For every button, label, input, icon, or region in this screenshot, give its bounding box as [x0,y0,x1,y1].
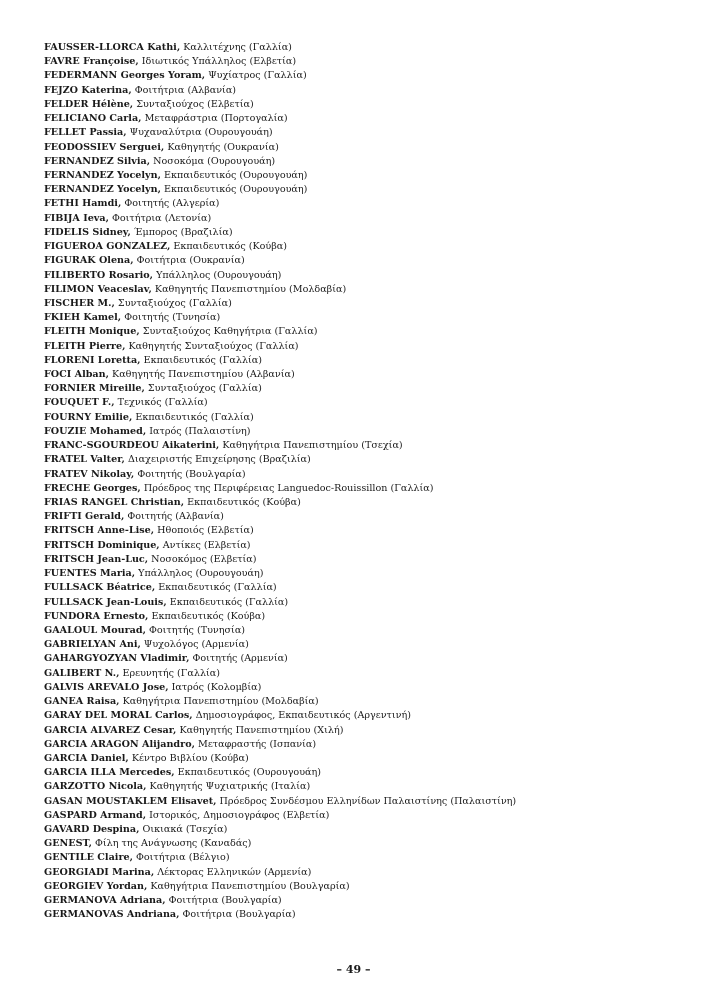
list-item [44,567,684,581]
list-item [44,84,684,98]
entry-name: GARCIA ARAGON Alijandro, [44,738,195,750]
entry-detail: Συνταξιούχος Καθηγήτρια (Γαλλία) [142,326,318,338]
list-item [44,709,684,723]
entry-name: FEODOSSIEV Serguei, [44,141,165,153]
entry-detail: Καθηγητής Ψυχιατρικής (Ιταλία) [149,781,311,793]
list-item [44,851,684,865]
entry-detail: Φοιτήτρια (Βουλγαρία) [182,909,296,921]
list-item [44,667,684,681]
entry-detail: Ψυχαναλύτρια (Ουρουγουάη) [129,127,273,139]
list-item [44,652,684,666]
entry-detail: Εκπαιδευτικός (Ουρουγουάη) [177,767,322,779]
list-item [44,269,684,283]
entry-detail: Καθηγητής Συνταξιούχος (Γαλλία) [128,340,299,352]
entry-name: FIGUEROA GONZALEZ, [44,241,171,253]
entry-name: GENTILE Claire, [44,852,133,864]
entry-detail: Φοιτητής (Αρμενία) [192,653,288,665]
entry-name: GEORGIADI Marina, [44,866,155,878]
list-item [44,681,684,695]
list-item [44,425,684,439]
entry-detail: Ιδιωτικός Υπάλληλος (Ελβετία) [141,56,297,68]
list-item [44,112,684,126]
list-item [44,41,684,55]
entry-name: FELDER Hélène, [44,98,134,110]
entry-name: GARAY DEL MORAL Carlos, [44,710,193,722]
entry-name: FOUQUET F., [44,397,115,409]
entry-name: GERMANOVAS Andriana, [44,909,180,921]
entry-detail: Εκπαιδευτικός (Κούβα) [151,610,266,622]
list-item [44,155,684,169]
entry-name: GARCIA ALVAREZ Cesar, [44,724,177,736]
entry-detail: Ερευνητής (Γαλλία) [122,667,221,679]
entry-detail: Φοιτητής (Αλγερία) [124,198,220,210]
entry-detail: Φοιτήτρια (Ουκρανία) [136,255,245,267]
entry-detail: Καθηγητής (Ουκρανία) [167,141,279,153]
entry-name: GALIBERT N., [44,667,120,679]
entry-detail: Καθηγήτρια Πανεπιστημίου (Βουλγαρία) [150,880,350,892]
entry-name: FELICIANO Carla, [44,113,142,125]
entry-detail: Τεχνικός (Γαλλία) [117,397,208,409]
list-item [44,411,684,425]
entry-detail: Φοιτητής (Τυνησία) [149,624,246,636]
entry-name: GEORGIEV Yordan, [44,880,148,892]
entry-detail: Εκπαιδευτικός (Κούβα) [173,241,288,253]
entry-detail: Φοιτήτρια (Βέλγιο) [136,852,230,864]
list-item [44,596,684,610]
entry-detail: Φοιτήτρια (Αλβανία) [134,84,237,96]
list-item [44,738,684,752]
entry-name: FAUSSER-LLORCA Kathi, [44,42,181,53]
entry-name: GALVIS AREVALO Jose, [44,681,169,693]
list-item [44,98,684,112]
page-number: – 49 – [336,963,371,976]
entry-name: GARCIA ILLA Mercedes, [44,767,175,779]
list-item [44,468,684,482]
entry-name: FETHI Hamdi, [44,198,122,210]
list-item [44,141,684,155]
list-item [44,695,684,709]
list-item [44,908,684,922]
participant-list [44,41,684,923]
list-item [44,226,684,240]
entry-name: FIGURAK Olena, [44,255,134,267]
entry-name: GANEA Raisa, [44,696,120,708]
list-item [44,55,684,69]
entry-name: FRANC-SGOURDEOU Aikaterini, [44,440,220,452]
entry-name: FLORENI Loretta, [44,354,141,366]
list-item [44,823,684,837]
list-item [44,866,684,880]
list-item [44,539,684,553]
entry-detail: Κέντρο Βιβλίου (Κούβα) [131,752,249,764]
entry-detail: Εκπαιδευτικός (Γαλλία) [158,582,277,594]
list-item [44,169,684,183]
entry-detail: Καθηγήτρια Πανεπιστημίου (Τσεχία) [222,440,403,452]
entry-detail: Οικιακά (Τσεχία) [142,824,228,836]
entry-detail: Εκπαιδευτικός (Γαλλία) [143,354,263,366]
list-item [44,638,684,652]
entry-detail: Φοιτήτρια (Βουλγαρία) [168,895,282,907]
entry-detail: Συνταξιούχος (Γαλλία) [147,383,262,395]
entry-name: FIBIJA Ieva, [44,212,109,224]
entry-detail: Ιστορικός, Δημοσιογράφος (Ελβετία) [149,809,330,821]
entry-detail: Εκπαιδευτικός (Ουρουγουάη) [164,184,308,196]
list-item [44,283,684,297]
entry-name: FLEITH Monique, [44,326,140,338]
entry-name: FRATEL Valter, [44,454,125,466]
list-item [44,894,684,908]
entry-detail: Εκπαιδευτικός (Κούβα) [187,497,301,508]
entry-detail: Νοσοκόμος (Ελβετία) [151,553,257,565]
list-item [44,382,684,396]
entry-name: FILIBERTO Rosario, [44,269,154,281]
entry-name: FLEITH Pierre, [44,340,126,352]
entry-detail: Φοιτήτρια (Λετονία) [112,212,212,224]
entry-name: FRIAS RANGEL Christian, [44,497,185,508]
list-item [44,311,684,325]
entry-detail: Ψυχίατρος (Γαλλία) [208,70,307,82]
entry-detail: Καθηγητής Πανεπιστημίου (Αλβανία) [112,369,295,381]
entry-detail: Εκπαιδευτικός (Γαλλία) [135,411,254,423]
entry-name: GABRIELYAN Ani, [44,639,141,651]
list-item [44,212,684,226]
list-item [44,496,684,510]
list-item [44,724,684,738]
list-item [44,780,684,794]
entry-detail: Υπάλληλος (Ουρουγουάη) [156,269,282,281]
entry-detail: Πρόεδρος της Περιφέρειας Languedoc-Rouissillon (Γαλλία) [143,482,434,494]
list-item [44,837,684,851]
entry-detail: Αντίκες (Ελβετία) [162,539,251,551]
entry-detail: Λέκτορας Ελληνικών (Αρμενία) [157,866,312,878]
entry-name: FOURNY Emilie, [44,411,133,423]
entry-detail: Φοιτητής (Τυνησία) [124,312,221,324]
entry-detail: Φοιτητής (Βουλγαρία) [137,468,246,480]
list-item [44,482,684,496]
entry-name: FKIEH Kamel, [44,312,122,324]
entry-name: FRITSCH Jean-Luc, [44,553,149,565]
entry-name: FELLET Passia, [44,127,127,139]
entry-name: FULLSACK Béatrice, [44,582,156,594]
entry-name: FEJZO Katerina, [44,84,132,96]
list-item [44,368,684,382]
list-item [44,453,684,467]
list-item [44,396,684,410]
entry-name: FULLSACK Jean-Louis, [44,596,167,608]
entry-detail: Καθηγητής Πανεπιστημίου (Χιλή) [179,724,344,736]
entry-name: FERNANDEZ Silvia, [44,155,151,167]
entry-name: FILIMON Veaceslav, [44,283,152,295]
list-item [44,809,684,823]
entry-detail: Μεταφραστής (Ισπανία) [198,738,317,750]
entry-name: FERNANDEZ Yocelyn, [44,184,161,196]
list-item [44,553,684,567]
entry-name: FRITSCH Dominique, [44,539,160,551]
list-item [44,795,684,809]
list-item [44,880,684,894]
entry-detail: Δημοσιογράφος, Εκπαιδευτικός (Αργεντινή) [195,710,411,722]
list-item [44,69,684,83]
list-item [44,439,684,453]
list-item [44,624,684,638]
list-item [44,197,684,211]
list-item [44,510,684,524]
entry-name: GASPARD Armand, [44,809,147,821]
entry-name: GARZOTTO Nicola, [44,781,147,793]
list-item [44,340,684,354]
list-item [44,752,684,766]
entry-name: FRITSCH Anne-Lise, [44,525,155,537]
entry-detail: Νοσοκόμα (Ουρουγουάη) [153,155,276,167]
entry-detail: Υπάλληλος (Ουρουγουάη) [138,568,264,580]
list-item [44,581,684,595]
entry-detail: Έμπορος (Βραζιλία) [133,226,233,238]
entry-detail: Συνταξιούχος (Ελβετία) [136,98,254,110]
entry-name: GAVARD Despina, [44,824,140,836]
entry-detail: Εκπαιδευτικός (Ουρουγουάη) [164,169,308,181]
list-item [44,524,684,538]
entry-name: GARCIA Daniel, [44,752,129,764]
entry-name: GERMANOVA Adriana, [44,895,166,907]
entry-name: FEDERMANN Georges Yoram, [44,70,206,82]
list-item [44,254,684,268]
entry-name: FOCI Alban, [44,369,109,381]
entry-name: FIDELIS Sidney, [44,226,131,238]
list-item [44,354,684,368]
entry-detail: Φίλη της Ανάγνωσης (Καναδάς) [95,838,252,850]
entry-name: FRATEV Nikolay, [44,468,135,480]
entry-detail: Καθηγήτρια Πανεπιστημίου (Μολδαβία) [122,696,319,708]
list-item [44,610,684,624]
entry-name: GENEST, [44,838,92,850]
list-item [44,183,684,197]
entry-detail: Καθηγητής Πανεπιστημίου (Μολδαβία) [154,283,347,295]
entry-name: FUENTES Maria, [44,568,136,580]
list-item [44,297,684,311]
entry-name: FISCHER M., [44,297,115,309]
entry-detail: Καλλιτέχνης (Γαλλία) [183,42,292,53]
entry-detail: Πρόεδρος Συνδέσμου Ελληνίδων Παλαιστίνης (Παλαιστίνη) [219,795,517,807]
entry-name: GASAN MOUSTAKLEM Elisavet, [44,795,217,807]
list-item [44,325,684,339]
entry-name: FRIFTI Gerald, [44,511,125,523]
entry-detail: Ψυχολόγος (Αρμενία) [143,639,249,651]
entry-name: GAHARGYOZYAN Vladimir, [44,653,190,665]
entry-name: GAALOUL Mourad, [44,624,146,636]
entry-detail: Εκπαιδευτικός (Γαλλία) [169,596,289,608]
entry-name: FERNANDEZ Yocelyn, [44,169,161,181]
entry-name: FRECHE Georges, [44,482,141,494]
list-item [44,766,684,780]
entry-detail: Διαχειριστής Επιχείρησης (Βραζιλία) [127,454,311,466]
entry-name: FUNDORA Ernesto, [44,610,149,622]
entry-detail: Μεταφράστρια (Πορτογαλία) [144,113,288,125]
entry-detail: Συνταξιούχος (Γαλλία) [117,297,232,309]
entry-name: FAVRE Françoise, [44,56,139,68]
list-item [44,126,684,140]
entry-detail: Φοιτητής (Αλβανία) [127,511,224,523]
entry-detail: Ιατρός (Παλαιστίνη) [149,425,251,437]
entry-name: FORNIER Mireille, [44,383,145,395]
entry-name: FOUZIE Mohamed, [44,425,147,437]
entry-detail: Ιατρός (Κολομβία) [171,681,262,693]
list-item [44,240,684,254]
entry-detail: Ηθοποιός (Ελβετία) [157,525,254,537]
